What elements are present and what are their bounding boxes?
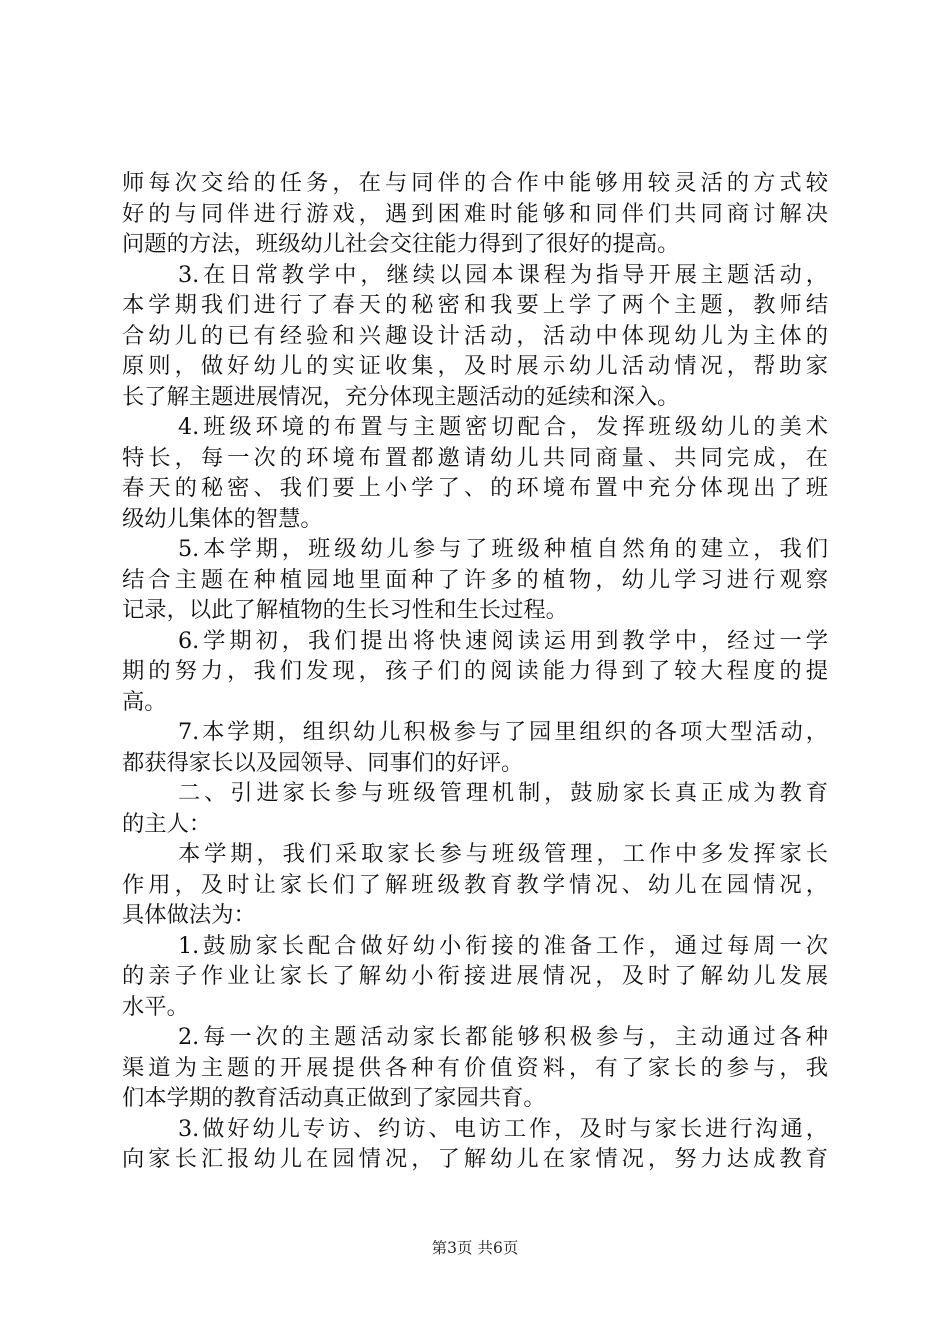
text-line: 春天的秘密、我们要上小学了、的环境布置中充分体现出了班: [122, 475, 828, 501]
section-heading-line: 的主人：: [122, 810, 212, 837]
text-line: 的亲子作业让家长了解幼小衔接进展情况，及时了解幼儿发展: [122, 963, 828, 989]
text-line: 1.鼓励家长配合做好幼小衔接的准备工作，通过每周一次: [178, 932, 828, 959]
text-line: 合幼儿的已有经验和兴趣设计活动，活动中体现幼儿为主体的: [122, 322, 828, 349]
text-line: 记录，以此了解植物的生长习性和生长过程。: [122, 597, 568, 623]
section-heading-line: 二、引进家长参与班级管理机制，鼓励家长真正成为教育: [178, 780, 828, 806]
text-line: 4.班级环境的布置与主题密切配合，发挥班级幼儿的美术: [178, 414, 828, 440]
text-line: 向家长汇报幼儿在园情况，了解幼儿在家情况，努力达成教育: [122, 1146, 828, 1172]
text-line: 本学期，我们采取家长参与班级管理，工作中多发挥家长: [178, 841, 828, 867]
text-line: 问题的方法，班级幼儿社会交往能力得到了很好的提高。: [122, 231, 680, 257]
text-line: 高。: [122, 688, 167, 715]
text-line: 级幼儿集体的智慧。: [122, 505, 323, 532]
text-line: 渠道为主题的开展提供各种有价值资料，有了家长的参与，我: [122, 1054, 828, 1081]
text-line: 水平。: [122, 993, 189, 1020]
text-line: 6.学期初，我们提出将快速阅读运用到教学中，经过一学: [178, 627, 828, 654]
text-line: 长了解主题进展情况，充分体现主题活动的延续和深入。: [122, 383, 680, 410]
text-line: 都获得家长以及园领导、同事们的好评。: [122, 749, 524, 776]
text-line: 3.在日常教学中，继续以园本课程为指导开展主题活动，: [178, 261, 828, 288]
text-line: 师每次交给的任务，在与同伴的合作中能够用较灵活的方式较: [122, 170, 828, 196]
text-line: 2.每一次的主题活动家长都能够积极参与，主动通过各种: [178, 1024, 828, 1050]
text-line: 3.做好幼儿专访、约访、电访工作，及时与家长进行沟通，: [178, 1115, 828, 1142]
text-line: 们本学期的教育活动真正做到了家园共育。: [122, 1085, 546, 1111]
page-number-footer: 第3页 共6页: [431, 1239, 519, 1257]
text-line: 7.本学期，组织幼儿积极参与了园里组织的各项大型活动，: [178, 719, 828, 745]
document-body: [122, 168, 828, 1175]
text-line: 期的努力，我们发现，孩子们的阅读能力得到了较大程度的提: [122, 658, 828, 684]
text-line: 5.本学期，班级幼儿参与了班级种植自然角的建立，我们: [178, 536, 828, 562]
text-line: 原则，做好幼儿的实证收集，及时展示幼儿活动情况，帮助家: [122, 353, 828, 379]
text-line: 特长，每一次的环境布置都邀请幼儿共同商量、共同完成，在: [122, 444, 828, 471]
text-line: 好的与同伴进行游戏，遇到困难时能够和同伴们共同商讨解决: [122, 200, 828, 227]
text-line: 本学期我们进行了春天的秘密和我要上学了两个主题，教师结: [122, 292, 828, 318]
text-line: 具体做法为：: [122, 902, 256, 928]
text-line: 作用，及时让家长们了解班级教育教学情况、幼儿在园情况，: [122, 871, 828, 898]
text-line: 结合主题在种植园地里面种了许多的植物，幼儿学习进行观察: [122, 566, 828, 593]
